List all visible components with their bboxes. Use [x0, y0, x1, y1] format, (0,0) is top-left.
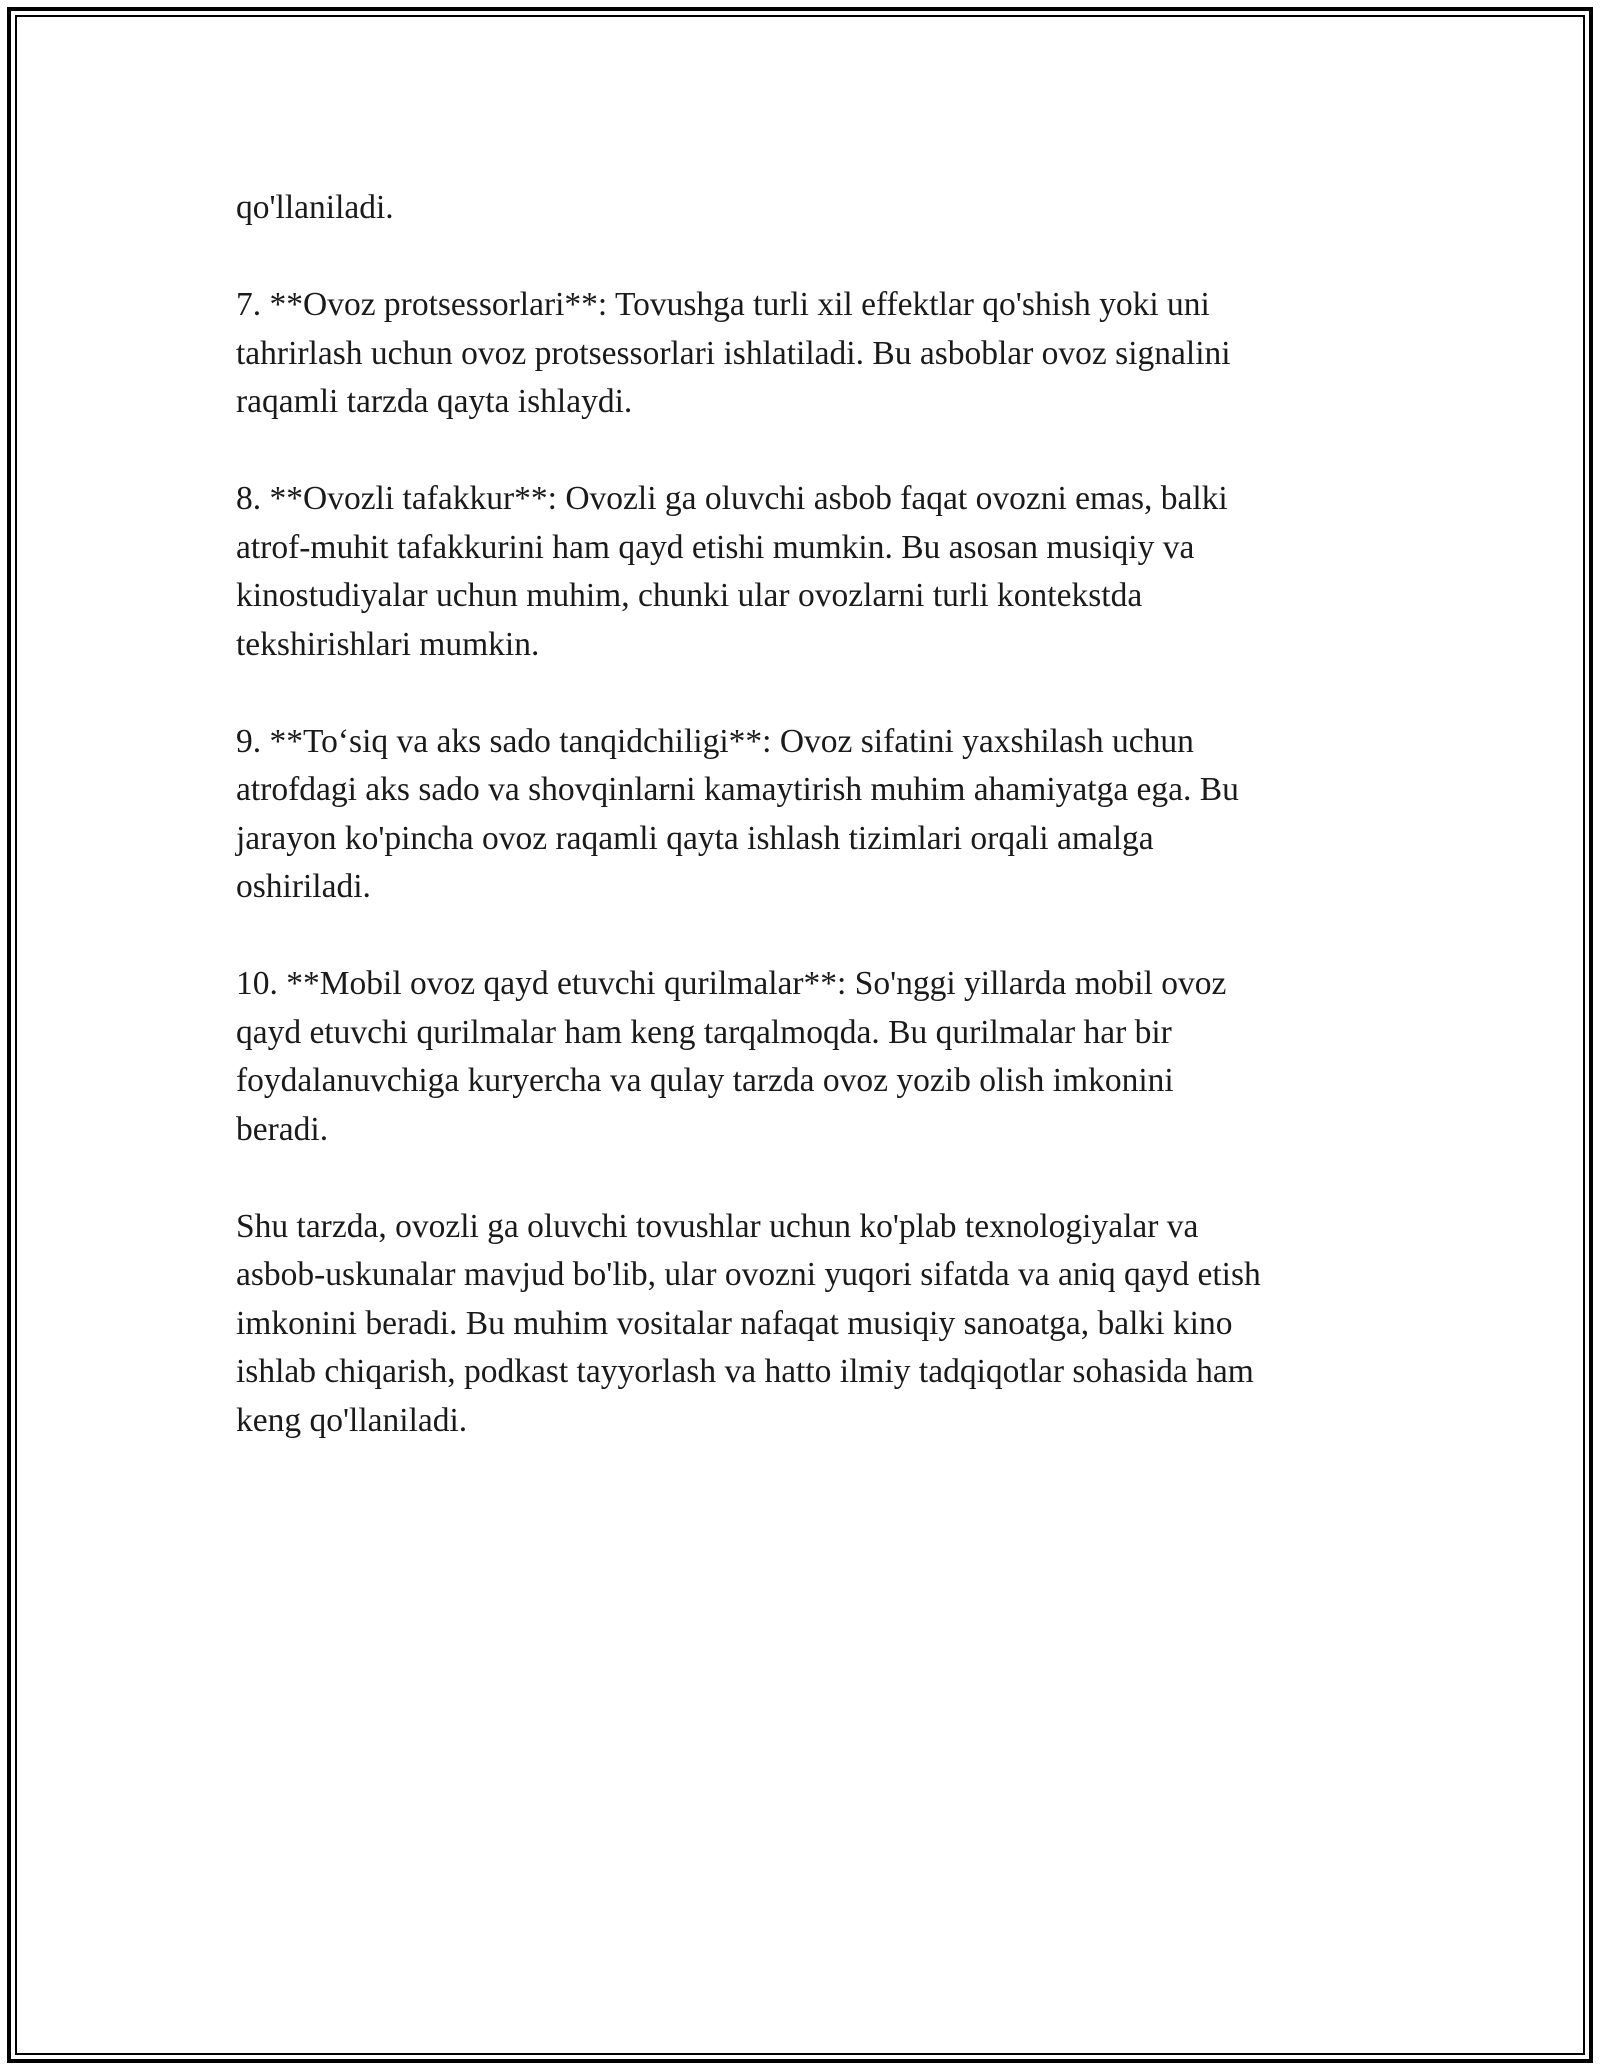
- paragraph-conclusion: Shu tarzda, ovozli ga oluvchi tovushlar uchun ko'plab texnologiyalar va asbob-uskunalar mavjud bo'lib, ular ovozni yuqori sifatda va aniq qayd etish imkonini beradi. Bu muhim vositalar nafaqat musiqiy sanoatga, balki kino ishlab chiqarish, podkast tayyorlash va hatto ilmiy tadqiqotlar sohasida ham keng qo'llaniladi.: [236, 1207, 1261, 1439]
- paragraph-item-7: 7. **Ovoz protsessorlari**: Tovushga turli xil effektlar qo'shish yoki uni tahrirlash uchun ovoz protsessorlari ishlatiladi. Bu asboblar ovoz signalini raqamli tarzda qayta ishlaydi.: [236, 286, 1231, 420]
- document-body: [236, 184, 1366, 1494]
- paragraph-item-10: 10. **Mobil ovoz qayd etuvchi qurilmalar**: So'nggi yillarda mobil ovoz qayd etuvchi qurilmalar ham keng tarqalmoqda. Bu qurilmalar har bir foydalanuvchiga kuryercha va qulay tarzda ovoz yozib olish imkonini beradi.: [236, 965, 1227, 1148]
- paragraph-item-8: 8. **Ovozli tafakkur**: Ovozli ga oluvchi asbob faqat ovozni emas, balki atrof-muhit tafakkurini ham qayd etishi mumkin. Bu asosan musiqiy va kinostudiyalar uchun muhim, chunki ular ovozlarni turli kontekstda tekshirishlari mumkin.: [236, 480, 1228, 663]
- paragraph-continuation: qo'llaniladi.: [236, 189, 394, 226]
- paragraph-item-9: 9. **To‘siq va aks sado tanqidchiligi**: Ovoz sifatini yaxshilash uchun atrofdagi aks sado va shovqinlarni kamaytirish muhim ahamiyatga ega. Bu jarayon ko'pincha ovoz raqamli qayta ishlash tizimlari orqali amalga oshiriladi.: [236, 722, 1239, 905]
